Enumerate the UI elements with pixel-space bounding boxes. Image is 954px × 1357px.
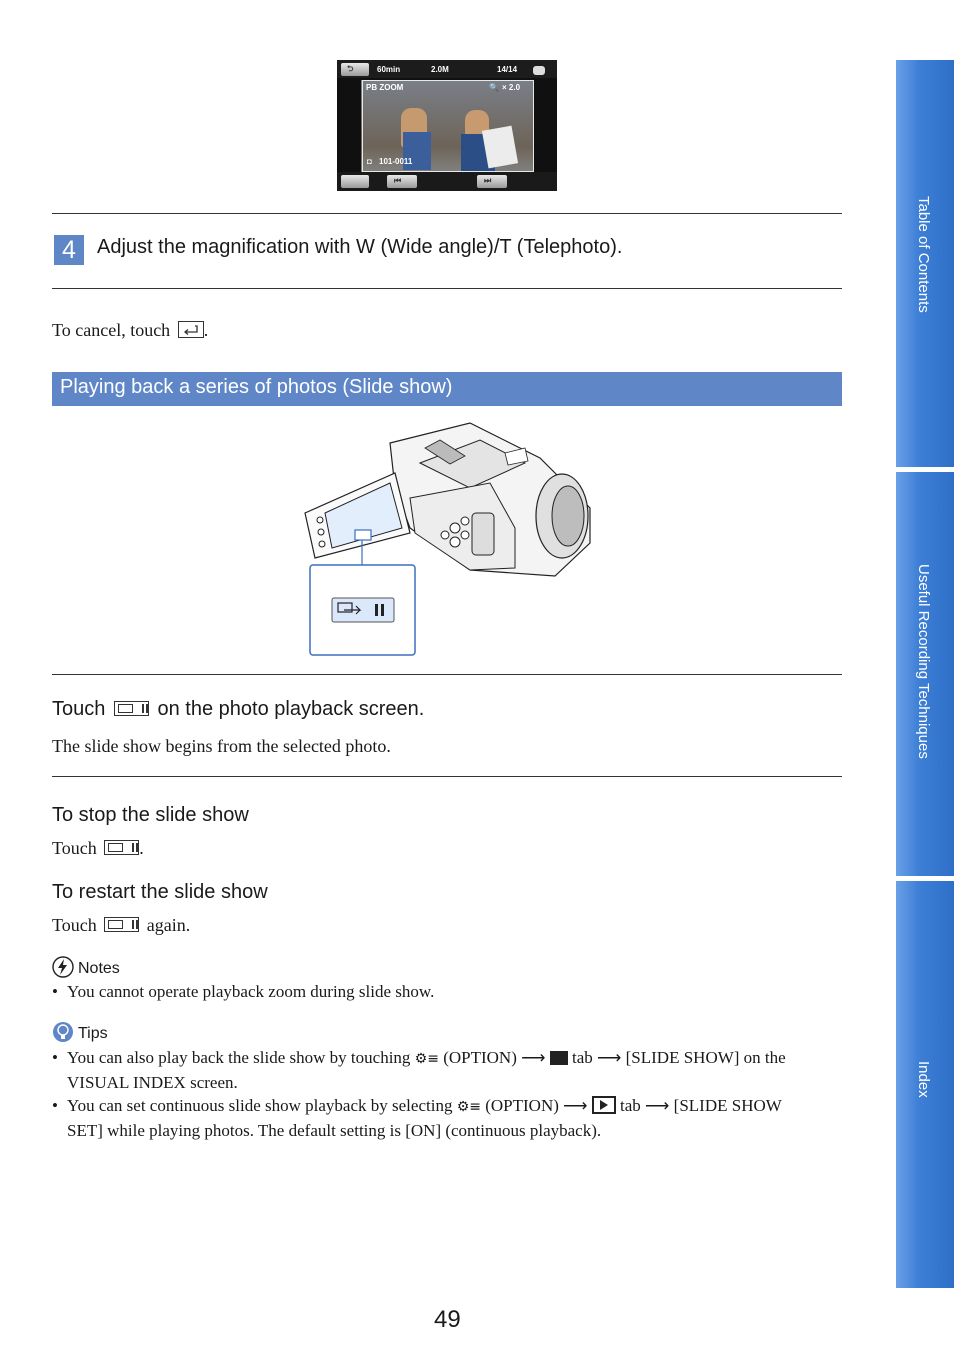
tip2-text-c: tab: [620, 1096, 641, 1115]
tab-label-index: Index: [915, 1061, 932, 1098]
tips-header: [52, 1021, 108, 1043]
option-icon: ⚙≡: [456, 1099, 481, 1115]
tip1-text-b: (OPTION): [443, 1048, 517, 1067]
lcd-return-button: [341, 63, 369, 76]
divider: [52, 776, 842, 777]
lcd-return-icon: ⮌: [347, 64, 354, 73]
lcd-file: 101-0011: [379, 157, 413, 166]
notes-header: [52, 956, 120, 978]
tab-label-contents: Table of Contents: [915, 196, 932, 313]
lcd-remaining: 60min: [377, 65, 401, 74]
lcd-next-button: [477, 175, 507, 188]
step-text: Adjust the magnification with W (Wide angle)/T (Telephoto).: [97, 236, 623, 258]
lcd-bottom-bar: [337, 172, 557, 191]
tab-useful-recording-techniques[interactable]: [896, 472, 954, 876]
return-icon: [178, 321, 204, 338]
tip-item-2: • You can set continuous slide show playback by selecting ⚙≡ (OPTION) ⟶ tab ⟶ [SLIDE SHOW SET] while playing photos. The default setting is [ON] (continuous playback).: [52, 1096, 782, 1140]
notes-item-text: You cannot operate playback zoom during slide show.: [67, 982, 435, 1001]
tab-label-techniques: Useful Recording Techniques: [915, 564, 932, 759]
lcd-index-button: [341, 175, 369, 188]
page-number: 49: [434, 1306, 461, 1333]
tab-index[interactable]: [896, 881, 954, 1288]
stop-after: .: [139, 838, 144, 858]
camcorder-illustration: [300, 418, 600, 660]
tab-table-of-contents[interactable]: [896, 60, 954, 467]
slideshow-icon: [104, 840, 139, 855]
arrow-right-icon: ⟶: [521, 1048, 546, 1067]
magnifier-icon: 🔍: [489, 83, 499, 92]
stop-instruction: [52, 838, 144, 859]
tip1-text-a: You can also play back the slide show by touching: [67, 1048, 411, 1067]
step-number: 4: [54, 235, 84, 265]
tip2-text-b: (OPTION): [485, 1096, 559, 1115]
lcd-photo-size: 2.0M: [431, 65, 449, 74]
index-tab-icon: [550, 1051, 568, 1065]
section-title: Playing back a series of photos (Slide show): [60, 376, 453, 398]
cancel-text: To cancel, touch: [52, 320, 171, 340]
notes-icon: [52, 956, 74, 978]
restart-before: Touch: [52, 915, 97, 935]
tips-title: Tips: [78, 1025, 108, 1042]
touch-heading: [52, 698, 424, 721]
tip1-text-d: [SLIDE SHOW] on the: [625, 1048, 786, 1067]
tip1-text-e: VISUAL INDEX screen.: [67, 1073, 238, 1092]
restart-instruction: [52, 915, 190, 936]
stop-before: Touch: [52, 838, 97, 858]
arrow-right-icon: ⟶: [563, 1096, 588, 1115]
prev-icon: ⏮: [394, 176, 402, 185]
lcd-prev-button: [387, 175, 417, 188]
notes-item: • You cannot operate playback zoom during slide show.: [52, 982, 435, 1001]
hdd-icon: [533, 66, 545, 75]
restart-title: To restart the slide show: [52, 881, 268, 903]
camera-icon: ◘: [367, 157, 372, 166]
touch-heading-before: Touch: [52, 698, 106, 720]
cancel-suffix: .: [203, 320, 209, 340]
tip-item-1: • You can also play back the slide show by touching ⚙≡ (OPTION) ⟶ tab ⟶ [SLIDE SHOW] on the VISUAL INDEX screen.: [52, 1048, 786, 1092]
option-icon: ⚙≡: [414, 1051, 439, 1067]
slideshow-icon: [104, 917, 139, 932]
arrow-right-icon: ⟶: [645, 1096, 670, 1115]
tip1-text-c: tab: [571, 1048, 593, 1067]
lcd-mode: PB ZOOM: [366, 83, 404, 92]
stop-title: To stop the slide show: [52, 804, 249, 826]
lcd-counter: 14/14: [497, 65, 518, 74]
touch-heading-after: on the photo playback screen.: [157, 698, 425, 720]
divider: [52, 213, 842, 214]
tip2-text-d: [SLIDE SHOW: [673, 1096, 782, 1115]
play-tab-icon: [592, 1096, 616, 1114]
slideshow-icon: [114, 701, 149, 716]
tips-icon: [52, 1021, 74, 1043]
arrow-right-icon: ⟶: [597, 1048, 622, 1067]
touch-body: The slide show begins from the selected photo.: [52, 736, 391, 756]
tip2-text-e: SET] while playing photos. The default setting is [ON] (continuous playback).: [67, 1121, 602, 1140]
restart-after: again.: [146, 915, 191, 935]
notes-title: Notes: [78, 960, 120, 977]
divider: [52, 674, 842, 675]
next-icon: ⏭: [484, 176, 492, 185]
playback-zoom-screenshot: [337, 60, 557, 191]
cancel-instruction: [52, 320, 208, 341]
lcd-zoom: × 2.0: [502, 83, 521, 92]
tip2-text-a: You can set continuous slide show playback by selecting: [67, 1096, 453, 1115]
divider: [52, 288, 842, 289]
